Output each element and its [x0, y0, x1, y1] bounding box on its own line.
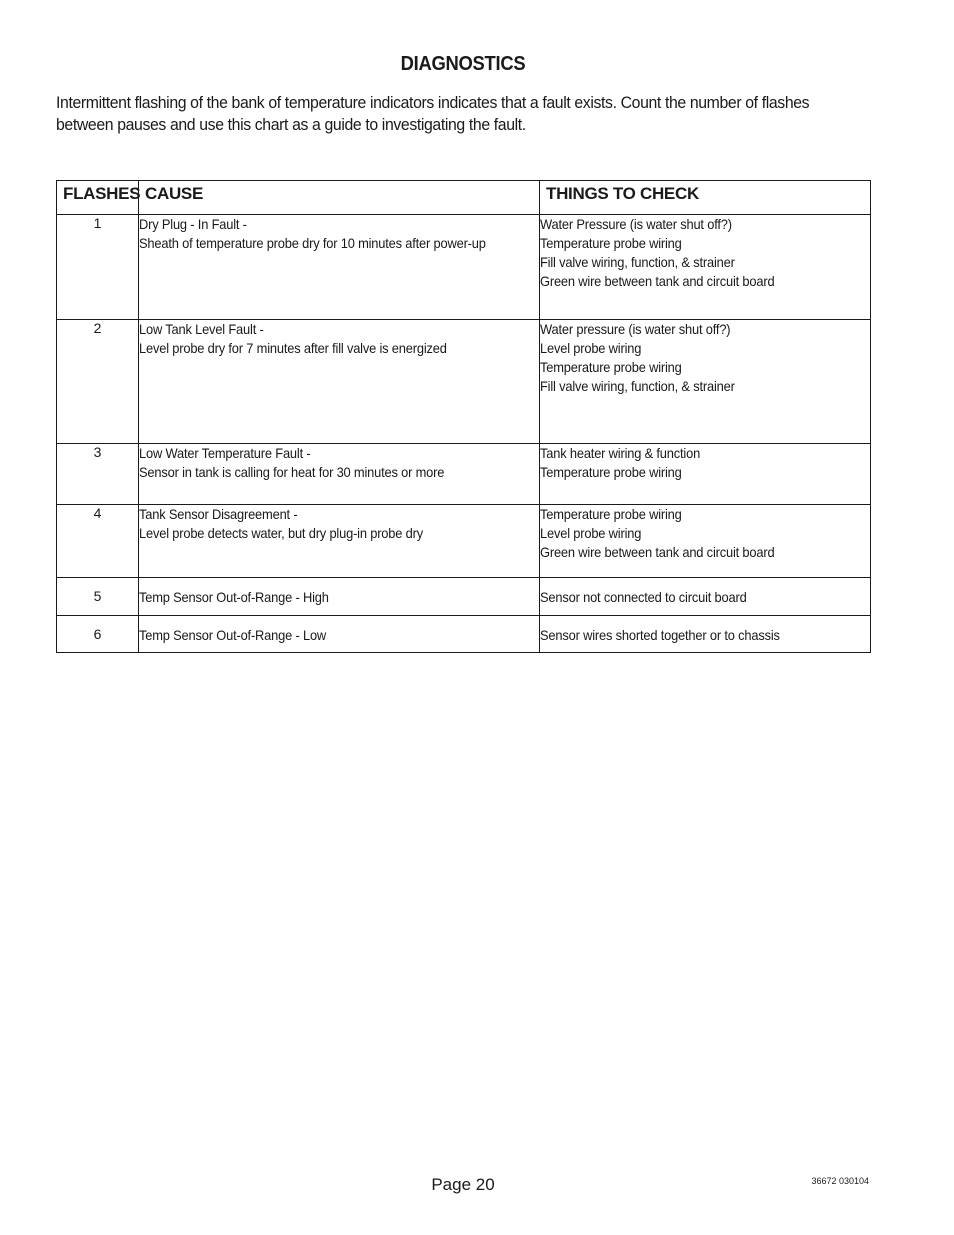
check-text [540, 505, 774, 562]
check-line: Level probe wiring [540, 340, 642, 356]
check-text [540, 626, 780, 645]
cause-line: Sensor in tank is calling for heat for 30 minutes or more [139, 464, 445, 480]
table-row [57, 320, 871, 444]
cause-line: Dry Plug - In Fault - [139, 216, 247, 232]
cause-cell [139, 578, 540, 616]
check-cell [540, 444, 871, 505]
check-cell [540, 215, 871, 320]
table-row [57, 505, 871, 578]
cause-line: Level probe detects water, but dry plug-in probe dry [139, 525, 423, 541]
check-line: Temperature probe wiring [540, 506, 682, 522]
check-cell [540, 320, 871, 444]
cause-line: Low Water Temperature Fault - [139, 445, 311, 461]
check-line: Fill valve wiring, function, & strainer [540, 254, 735, 270]
cause-line: Level probe dry for 7 minutes after fill valve is energized [139, 340, 447, 356]
check-line: Tank heater wiring & function [540, 445, 701, 461]
table-row [57, 215, 871, 320]
flash-count-cell: 2 [57, 320, 139, 444]
cause-line: Sheath of temperature probe dry for 10 minutes after power-up [139, 235, 486, 251]
check-line: Water Pressure (is water shut off?) [540, 216, 732, 232]
table-row [57, 616, 871, 653]
check-cell [540, 616, 871, 653]
check-line: Temperature probe wiring [540, 464, 682, 480]
cause-text [139, 588, 329, 607]
cause-cell [139, 505, 540, 578]
check-text [540, 320, 735, 396]
cause-line: Low Tank Level Fault - [139, 321, 264, 337]
flash-count-cell: 1 [57, 215, 139, 320]
cause-text [139, 215, 486, 253]
cause-cell [139, 616, 540, 653]
cause-text [139, 320, 447, 358]
intro-line-1: Intermittent flashing of the bank of temperature indicators indicates that a fault exists. Count the number of flashes [56, 93, 810, 112]
table-row [57, 444, 871, 505]
check-line: Level probe wiring [540, 525, 642, 541]
check-line: Water pressure (is water shut off?) [540, 321, 731, 337]
check-cell [540, 505, 871, 578]
table-row [57, 578, 871, 616]
intro-paragraph [56, 92, 916, 136]
page-title: DIAGNOSTICS [400, 53, 526, 75]
check-line: Fill valve wiring, function, & strainer [540, 378, 735, 394]
check-line: Green wire between tank and circuit board [540, 544, 775, 560]
flash-count-cell: 4 [57, 505, 139, 578]
cause-text [139, 505, 423, 543]
check-line: Sensor not connected to circuit board [540, 589, 747, 605]
intro-line-2: between pauses and use this chart as a guide to investigating the fault. [56, 115, 526, 134]
flash-count-cell: 6 [57, 616, 139, 653]
check-line: Sensor wires shorted together or to chassis [540, 627, 780, 643]
cause-text [139, 444, 444, 482]
check-text [540, 588, 747, 607]
cause-cell [139, 320, 540, 444]
check-text [540, 444, 700, 482]
cause-line: Tank Sensor Disagreement - [139, 506, 298, 522]
cause-text [139, 626, 326, 645]
page-number: Page 20 [431, 1175, 495, 1194]
cause-cell [139, 215, 540, 320]
table-header-row [57, 181, 871, 215]
flash-count-cell: 3 [57, 444, 139, 505]
check-line: Green wire between tank and circuit board [540, 273, 775, 289]
flash-count-cell: 5 [57, 578, 139, 616]
table-body [57, 215, 871, 653]
cause-cell [139, 444, 540, 505]
diagnostics-table [56, 180, 871, 653]
header-things-to-check: THINGS TO CHECK [540, 181, 871, 215]
check-cell [540, 578, 871, 616]
check-line: Temperature probe wiring [540, 235, 682, 251]
check-line: Temperature probe wiring [540, 359, 682, 375]
cause-line: Temp Sensor Out-of-Range - High [139, 589, 329, 605]
cause-line: Temp Sensor Out-of-Range - Low [139, 627, 327, 643]
check-text [540, 215, 774, 291]
header-flashes: FLASHES [57, 181, 139, 215]
document-code: 36672 030104 [811, 1176, 869, 1186]
header-cause: CAUSE [139, 181, 540, 215]
